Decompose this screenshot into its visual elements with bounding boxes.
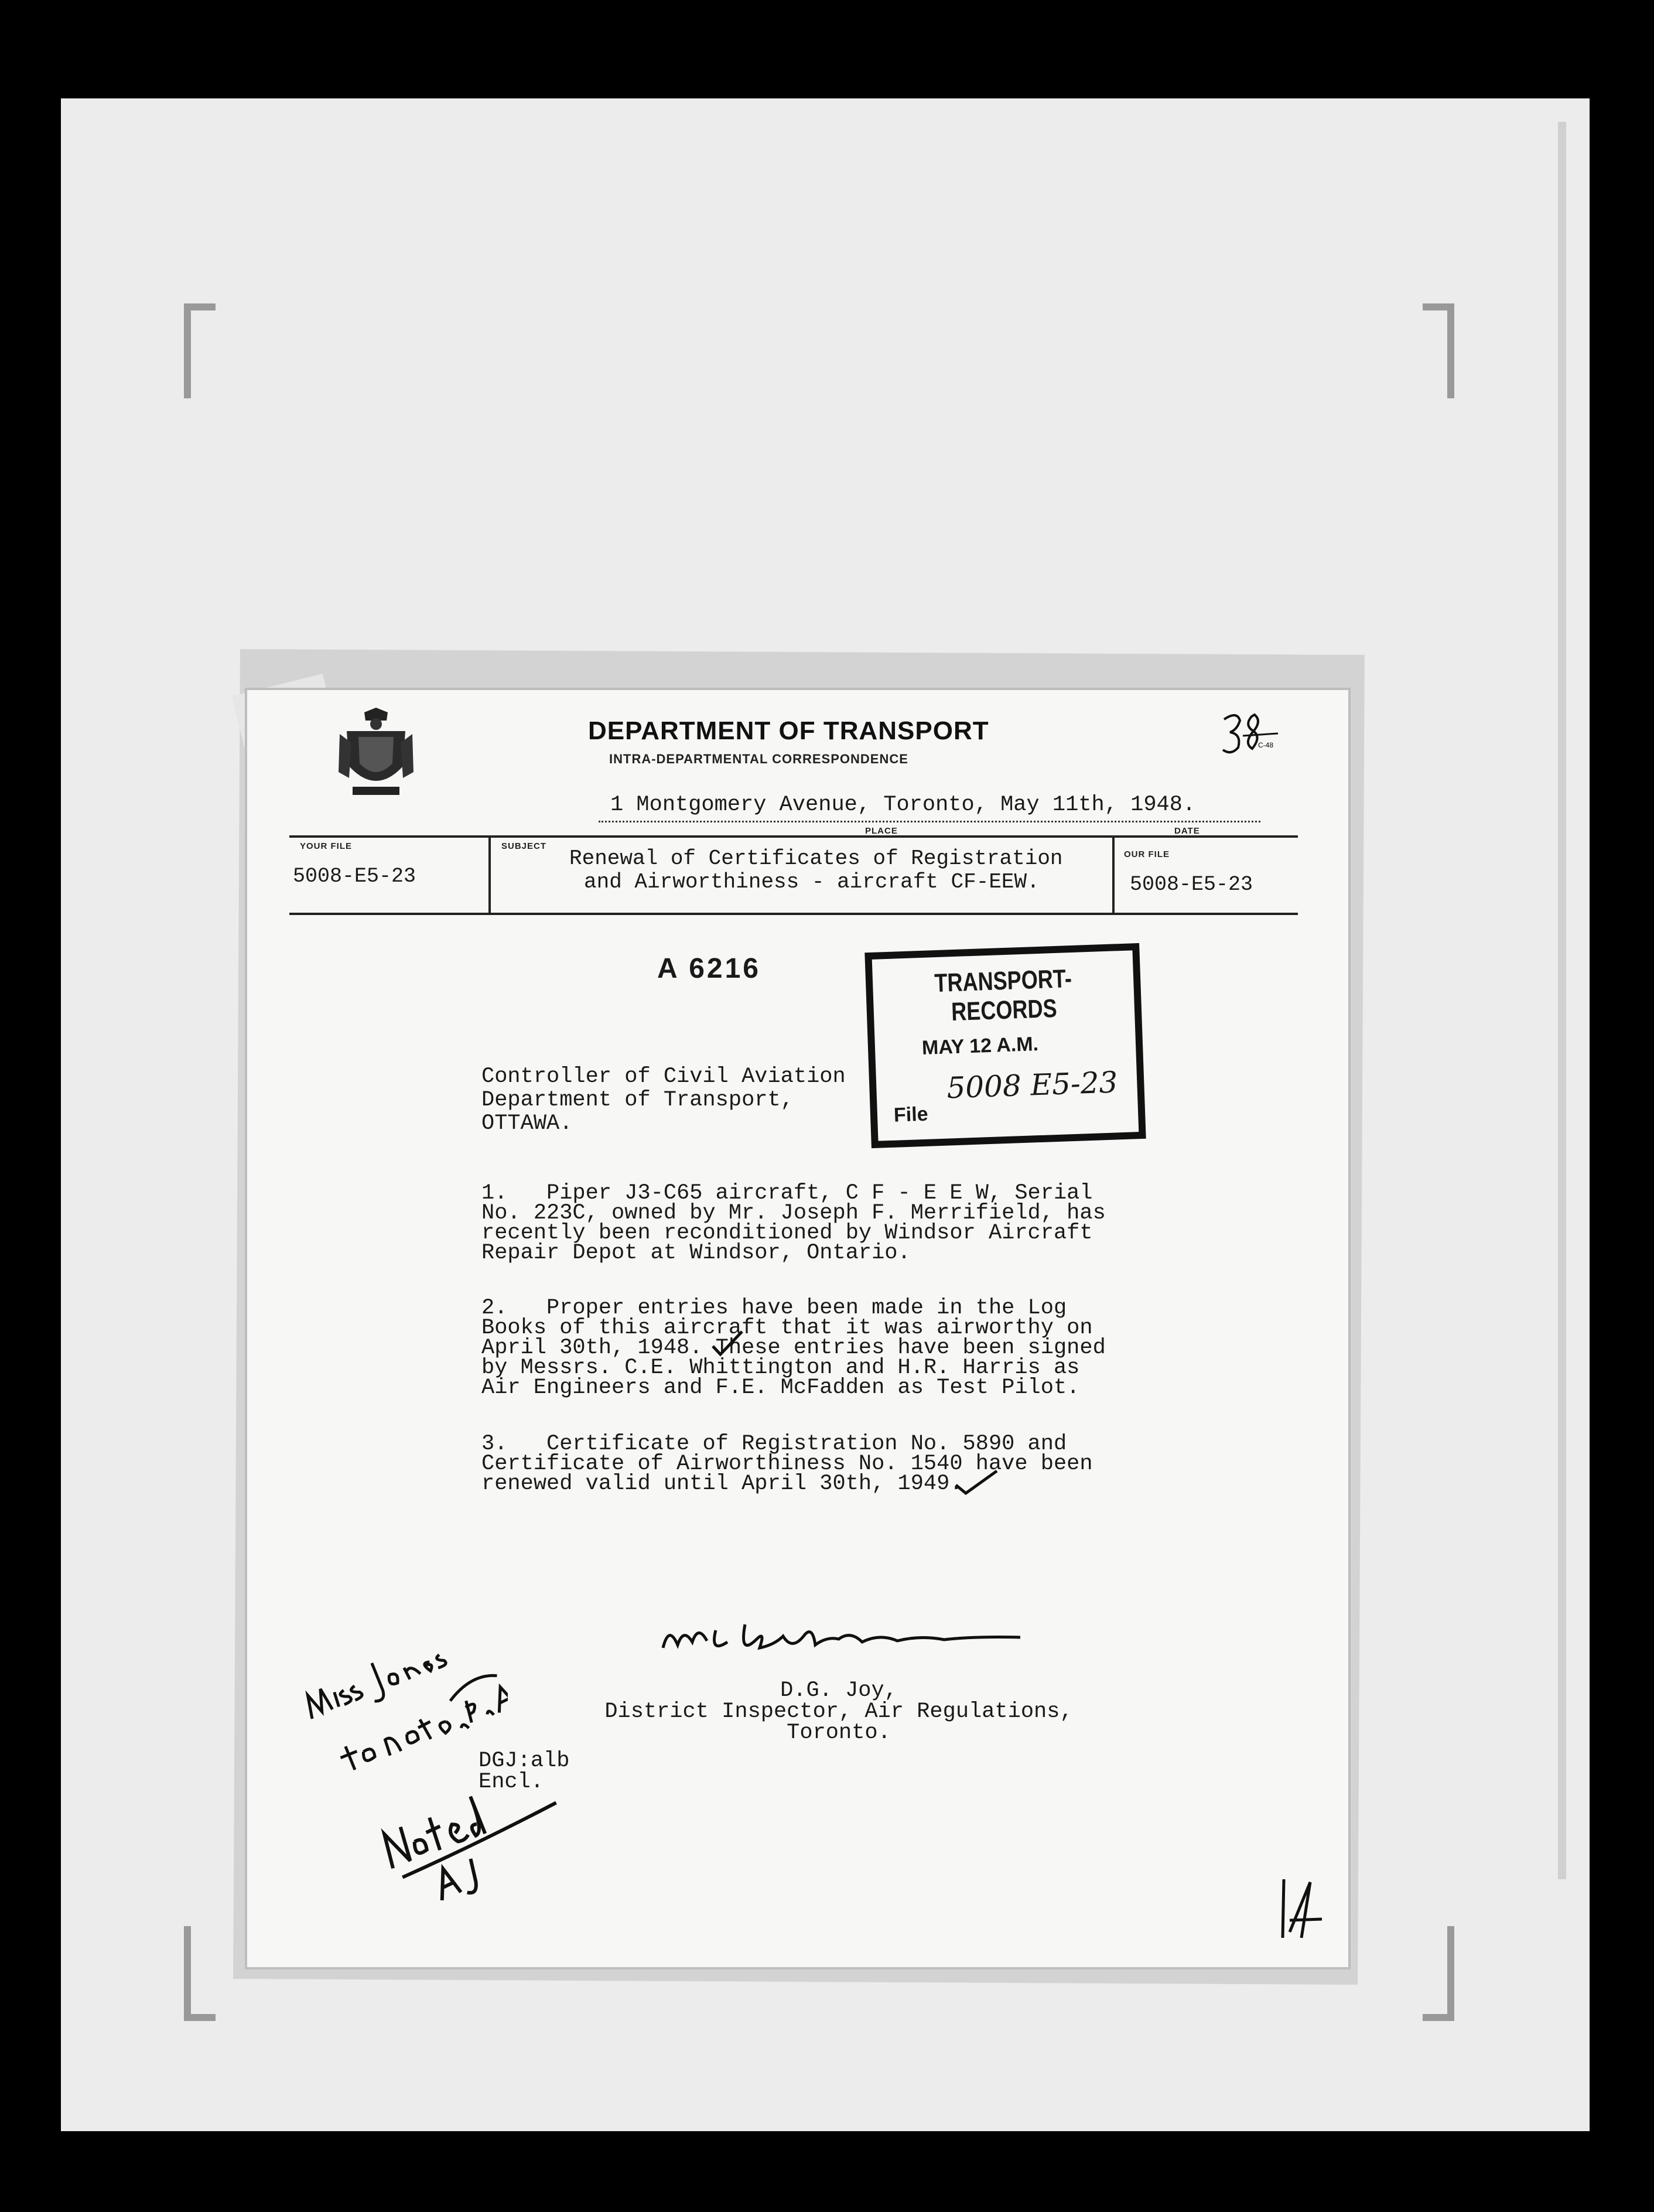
signature-block: D.G. Joy, District Inspector, Air Regulations, Toronto. [604,1678,1073,1745]
stamp-date: MAY 12 A.M. [921,1033,1039,1059]
paragraph-2: 2. Proper entries have been made in the Log Books of this aircraft that it was airworthy on April 30th, 1948. These entries have been signed by Messrs. C.E. Whittington and H.R. Harris as Air Engineers and F.E. McFadden as Test Pilot. [481,1296,1106,1400]
header-divider-1 [488,835,491,913]
paragraph-3: 3. Certificate of Registration No. 5890 and Certificate of Airworthiness No. 1540 have been renewed valid until April 30th, 1949. [481,1432,1093,1496]
paragraph-1: 1. Piper J3-C65 aircraft, C F - E E W, Serial No. 223C, owned by Mr. Joseph F. Merrifield, has recently been reconditioned by Windsor Aircraft Repair Depot at Windsor, Ontario. [481,1181,1106,1265]
checkmark-icon [710,1329,745,1358]
header-rule-top [289,835,1298,838]
department-title: DEPARTMENT OF TRANSPORT [588,716,989,745]
signature-mark [657,1613,1032,1665]
coat-of-arms-icon [335,708,417,801]
handwritten-note-miss-jones [297,1613,508,1771]
reference-initials: DGJ:alb Encl. [479,1749,570,1794]
subject-line: Renewal of Certificates of Registration [569,846,1063,871]
place-date-rule [599,821,1260,822]
handwritten-note-noted [370,1762,581,1914]
reference-number: A 6216 [657,953,761,984]
handwritten-folio-number [1219,708,1284,772]
records-stamp [864,943,1146,1148]
mount-edge [1558,122,1566,1879]
checkmark-icon [953,1466,1000,1496]
your-file-caption: YOUR FILE [300,841,353,851]
subject-caption: SUBJECT [501,841,547,851]
our-file-caption: OUR FILE [1124,849,1170,859]
stamp-file-number: 5008 E5-23 [946,1065,1119,1105]
handwritten-page-number [1272,1873,1331,1944]
addressee: Controller of Civil Aviation Department of Transport, OTTAWA. [481,1064,846,1136]
crop-mark-bottom-right [1423,1926,1454,2021]
stamp-file-label: File [893,1102,929,1127]
place-caption: PLACE [865,826,898,836]
mount-board [61,98,1590,2131]
our-file-value: 5008-E5-23 [1130,873,1253,896]
crop-mark-top-left [184,303,216,398]
correspondence-subtitle: INTRA-DEPARTMENTAL CORRESPONDENCE [609,752,908,766]
subject-text [569,847,1063,894]
place-date-line: 1 Montgomery Avenue, Toronto, May 11th, 1948. [610,793,1196,817]
stamp-title: TRANSPORT-RECORDS [934,964,1072,1027]
subject-line: and Airworthiness - aircraft CF-EEW. [584,870,1040,894]
header-divider-2 [1112,835,1115,913]
handwritten-folio-sub: C-48 [1258,741,1274,749]
header-rule-bottom [289,913,1298,915]
crop-mark-bottom-left [184,1926,216,2021]
date-caption: DATE [1174,826,1200,836]
crop-mark-top-right [1423,303,1454,398]
your-file-value: 5008-E5-23 [293,865,416,888]
memo-sheet [247,690,1348,1967]
